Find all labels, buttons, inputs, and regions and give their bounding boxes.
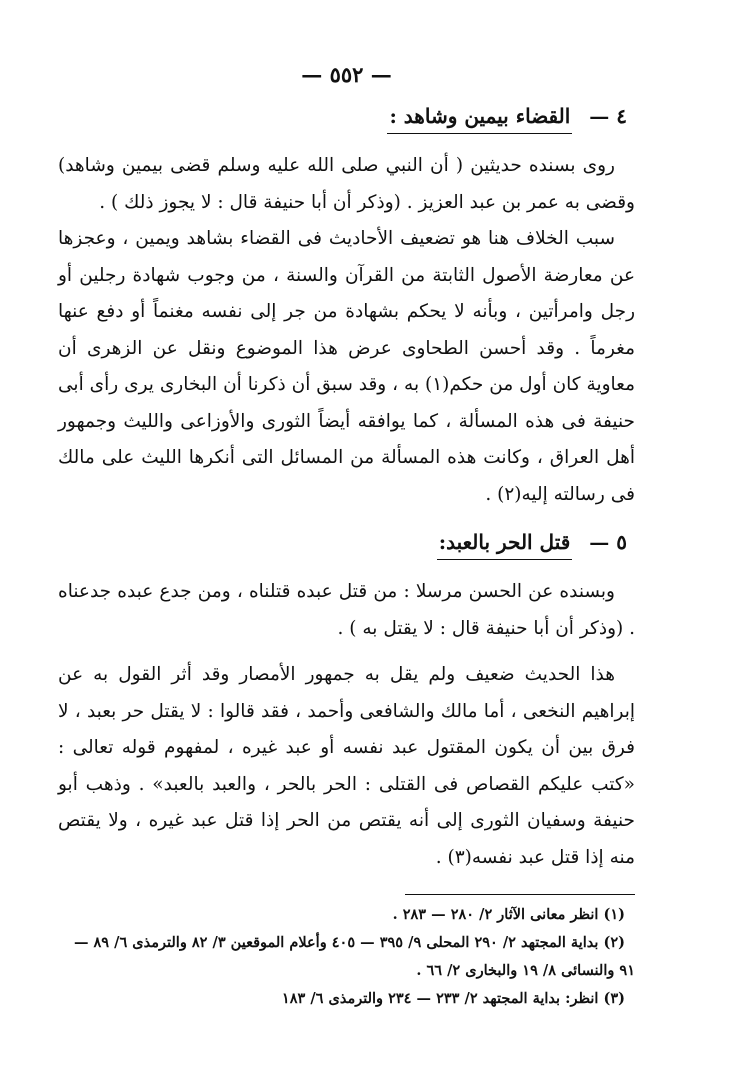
paragraph: هذا الحديث ضعيف ولم يقل به جمهور الأمصار وقد أثر القول به عن إبراهيم النخعى ، أما مالك والشافعى وأحمد ، فقد قالوا : لا يقتل حر بعبد ، لا فرق بين أن يكون المقتول عبد نفسه أو عبد غيره ، لمفهوم قوله تعالى : «كتب عليكم القصاص فى القتلى : الحر بالحر ، والعبد بالعبد» . وذهب أبو حنيفة وسفيان الثورى إلى أنه يقتص من الحر إذا قتل عبد غيره ، ولا يقتص منه إذا قتل عبد نفسه(٣) .	[58, 664, 635, 868]
section-title: قتل الحر بالعبد:	[437, 527, 573, 560]
footnote: (١) انظر معانى الآثار ٢/ ٢٨٠ — ٢٨٣ .	[392, 906, 625, 923]
footnote-divider	[405, 894, 635, 895]
footnotes	[58, 901, 635, 1013]
section-number: ٤ —	[589, 104, 627, 128]
section-heading-4	[58, 101, 627, 134]
section-heading-5	[58, 527, 627, 560]
paragraph: سبب الخلاف هنا هو تضعيف الأحاديث فى القضاء بشاهد ويمين ، وعجزها عن معارضة الأصول الثابتة من القرآن والسنة ، من وجوب شهادة رجلين أو رجل وامرأتين ، وبأنه لا يحكم بشهادة من جر إلى نفسه مغنماً أو دفع عنها مغرماً . وقد أحسن الطحاوى عرض هذا الموضوع ونقل عن الزهرى أن معاوية كان أول من حكم(١) به ، وقد سبق أن ذكرنا أن البخارى يرى رأى أبى حنيفة فى هذه المسألة ، كما يوافقه أيضاً الثورى والأوزاعى والليث وجمهور أهل العراق ، وكانت هذه المسألة من المسائل التى أنكرها الليث على مالك فى رسالته إليه(٢) .	[58, 228, 635, 505]
paragraph: روى بسنده حديثين ( أن النبي صلى الله عليه وسلم قضى بيمين وشاهد) وقضى به عمر بن عبد العزيز . (وذكر أن أبا حنيفة قال : لا يجوز ذلك ) .	[58, 155, 635, 213]
paragraph: وبسنده عن الحسن مرسلا : من قتل عبده قتلناه ، ومن جدع عبده جدعناه . (وذكر أن أبا حنيفة قال : لا يقتل به ) .	[58, 581, 635, 639]
page-number: — ٥٥٢ —	[301, 62, 392, 87]
footnote: (٣) انظر: بداية المجتهد ٢/ ٢٣٣ — ٢٣٤ والترمذى ٦/ ١٨٣	[281, 990, 625, 1007]
section-title: القضاء بيمين وشاهد :	[387, 101, 572, 134]
section-number: ٥ —	[589, 530, 627, 554]
footnote: (٢) بداية المجتهد ٢/ ٢٩٠ المحلى ٩/ ٣٩٥ — ٤٠٥ وأعلام الموقعين ٣/ ٨٢ والترمذى ٦/ ٨٩ — ٩١ والنسائى ٨/ ١٩ والبخارى ٢/ ٦٦ .	[73, 934, 635, 979]
